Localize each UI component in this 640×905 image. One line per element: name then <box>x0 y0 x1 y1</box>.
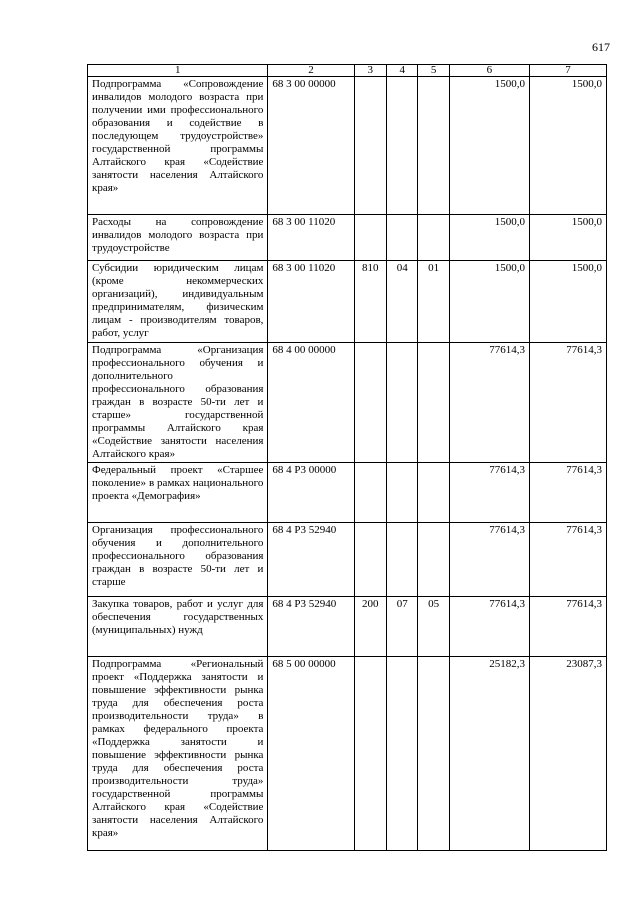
item-col5: 05 <box>418 597 449 657</box>
item-col5 <box>418 523 449 597</box>
item-col3 <box>354 523 386 597</box>
item-code: 68 5 00 00000 <box>268 657 354 851</box>
item-code: 68 4 00 00000 <box>268 343 354 463</box>
item-value-7: 77614,3 <box>529 597 606 657</box>
item-col5 <box>418 215 449 261</box>
table-row <box>88 77 607 215</box>
item-col4 <box>387 343 418 463</box>
item-col4 <box>387 523 418 597</box>
table-row <box>88 523 607 597</box>
item-value-6: 77614,3 <box>449 343 529 463</box>
item-value-6: 1500,0 <box>449 261 529 343</box>
item-code: 68 4 P3 52940 <box>268 597 354 657</box>
item-value-6: 77614,3 <box>449 597 529 657</box>
item-value-6: 77614,3 <box>449 463 529 523</box>
header-cell: 3 <box>354 65 386 77</box>
item-col5 <box>418 77 449 215</box>
budget-table <box>87 64 607 851</box>
item-value-6: 25182,3 <box>449 657 529 851</box>
item-name: Расходы на сопровождение инвалидов молодого возраста при трудоустройстве <box>88 215 268 261</box>
item-col4: 07 <box>387 597 418 657</box>
item-col5 <box>418 463 449 523</box>
table-row <box>88 597 607 657</box>
table-row <box>88 343 607 463</box>
item-col4 <box>387 215 418 261</box>
table-row <box>88 657 607 851</box>
item-name: Субсидии юридическим лицам (кроме некоммерческих организаций), индивидуальным предпринимателям, физическим лицам - производителям товаров, работ, услуг <box>88 261 268 343</box>
item-value-7: 1500,0 <box>529 261 606 343</box>
item-col3: 200 <box>354 597 386 657</box>
item-col5 <box>418 657 449 851</box>
item-col4 <box>387 77 418 215</box>
header-cell: 6 <box>449 65 529 77</box>
header-cell: 2 <box>268 65 354 77</box>
item-value-7: 23087,3 <box>529 657 606 851</box>
header-cell: 5 <box>418 65 449 77</box>
item-value-7: 77614,3 <box>529 523 606 597</box>
item-col5: 01 <box>418 261 449 343</box>
table-row <box>88 463 607 523</box>
item-col3 <box>354 215 386 261</box>
item-code: 68 3 00 00000 <box>268 77 354 215</box>
item-col4 <box>387 657 418 851</box>
item-name: Подпрограмма «Организация профессионального обучения и дополнительного профессионального образования граждан в возрасте 50-ти лет и старше» государственной программы Алтайского края «Содействие занятости населения Алтайского края» <box>88 343 268 463</box>
item-name: Подпрограмма «Региональный проект «Поддержка занятости и повышение эффективности рынка труда для обеспечения роста производительности труда» в рамках федерального проекта «Поддержка занятости и повышение эффективности рынка труда для обеспечения роста производительности труда» государственной программы Алтайского края «Содействие занятости населения Алтайского края» <box>88 657 268 851</box>
item-col3 <box>354 657 386 851</box>
header-cell: 7 <box>529 65 606 77</box>
item-col3 <box>354 77 386 215</box>
item-value-6: 77614,3 <box>449 523 529 597</box>
item-col3 <box>354 463 386 523</box>
table-row <box>88 261 607 343</box>
item-name: Федеральный проект «Старшее поколение» в рамках национального проекта «Демография» <box>88 463 268 523</box>
item-col3 <box>354 343 386 463</box>
item-value-6: 1500,0 <box>449 215 529 261</box>
item-code: 68 4 P3 52940 <box>268 523 354 597</box>
item-col3: 810 <box>354 261 386 343</box>
item-code: 68 3 00 11020 <box>268 215 354 261</box>
item-value-7: 1500,0 <box>529 215 606 261</box>
item-name: Организация профессионального обучения и дополнительного профессионального образования граждан в возрасте 50-ти лет и старше <box>88 523 268 597</box>
item-code: 68 3 00 11020 <box>268 261 354 343</box>
page-number: 617 <box>592 40 610 54</box>
header-row <box>88 65 607 77</box>
header-cell: 4 <box>387 65 418 77</box>
item-col5 <box>418 343 449 463</box>
item-value-7: 77614,3 <box>529 463 606 523</box>
item-col4 <box>387 463 418 523</box>
item-code: 68 4 P3 00000 <box>268 463 354 523</box>
header-cell: 1 <box>88 65 268 77</box>
item-col4: 04 <box>387 261 418 343</box>
item-name: Закупка товаров, работ и услуг для обеспечения государственных (муниципальных) нужд <box>88 597 268 657</box>
item-value-7: 77614,3 <box>529 343 606 463</box>
item-value-7: 1500,0 <box>529 77 606 215</box>
table-row <box>88 215 607 261</box>
item-name: Подпрограмма «Сопровождение инвалидов молодого возраста при получении ими профессионального образования и содействие в последующем трудоустройстве» государственной программы Алтайского края «Содействие занятости населения Алтайского края» <box>88 77 268 215</box>
item-value-6: 1500,0 <box>449 77 529 215</box>
